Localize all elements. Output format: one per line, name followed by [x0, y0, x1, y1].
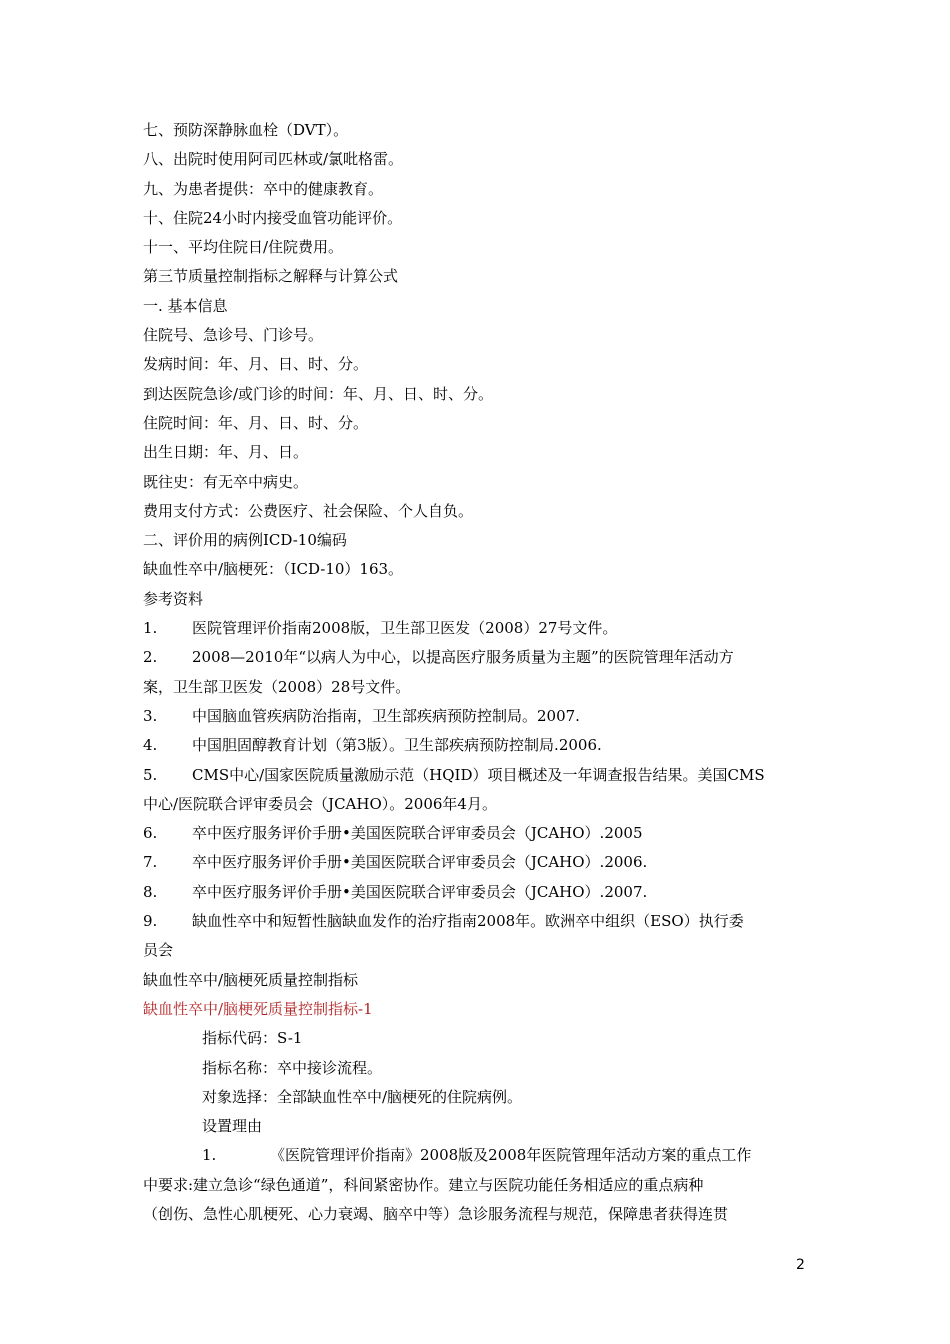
- text-line: 既往史：有无卒中病史。: [143, 472, 309, 491]
- reference-text: 缺血性卒中和短暂性脑缺血发作的治疗指南2008年。欧洲卒中组织（ESO）执行委: [192, 912, 744, 931]
- reason-title: 设置理由: [202, 1117, 263, 1136]
- reference-text: 医院管理评价指南2008版，卫生部卫医发（2008）27号文件。: [192, 619, 618, 638]
- indicator-code: 指标代码：S-1: [202, 1029, 303, 1048]
- text-line: 二、评价用的病例ICD-10编码: [143, 531, 347, 550]
- reference-text: 卒中医疗服务评价手册•美国医院联合评审委员会（JCAHO）.2006.: [192, 853, 648, 872]
- reference-item: [143, 819, 808, 848]
- reason-continuation: 中要求:建立急诊“绿色通道”，科间紧密协作。建立与医院功能任务相适应的重点病种: [143, 1175, 704, 1194]
- section-title: 缺血性卒中/脑梗死质量控制指标: [143, 970, 359, 989]
- reference-item: [143, 702, 808, 731]
- reference-item: [143, 907, 808, 936]
- text-line: 七、预防深静脉血栓（DVT）。: [143, 121, 349, 139]
- reference-text: 卒中医疗服务评价手册•美国医院联合评审委员会（JCAHO）.2005: [192, 824, 643, 843]
- reference-item: [143, 761, 808, 790]
- reference-continuation: 员会: [143, 941, 174, 960]
- reference-item: [143, 643, 808, 672]
- indicator-heading: 缺血性卒中/脑梗死质量控制指标-1: [143, 999, 373, 1018]
- reference-item: [143, 878, 808, 907]
- indicator-name: 指标名称：卒中接诊流程。: [202, 1058, 383, 1077]
- reference-text: 卒中医疗服务评价手册•美国医院联合评审委员会（JCAHO）.2007.: [192, 882, 648, 901]
- text-line: 一. 基本信息: [143, 296, 228, 315]
- text-line: 九、为患者提供：卒中的健康教育。: [143, 179, 384, 198]
- reference-item: [143, 848, 808, 877]
- indicator-target: 对象选择：全部缺血性卒中/脑梗死的住院病例。: [202, 1087, 523, 1106]
- reference-number: 8.: [143, 882, 158, 901]
- text-line: 八、出院时使用阿司匹林或/氯吡格雷。: [143, 150, 404, 169]
- document-body: [143, 116, 808, 1229]
- text-line: 费用支付方式：公费医疗、社会保险、个人自负。: [143, 501, 474, 520]
- text-line: 到达医院急诊/或门诊的时间：年、月、日、时、分。: [143, 384, 494, 403]
- text-line: 出生日期：年、月、日。: [143, 443, 309, 462]
- reference-continuation: 案，卫生部卫医发（2008）28号文件。: [143, 677, 411, 696]
- text-line: 十一、平均住院日/住院费用。: [143, 238, 344, 257]
- reference-number: 6.: [143, 824, 158, 843]
- reason-text: 《医院管理评价指南》2008版及2008年医院管理年活动方案的重点工作: [270, 1146, 752, 1165]
- reference-number: 1.: [143, 619, 158, 638]
- reference-text: 2008—2010年“以病人为中心，以提高医疗服务质量为主题”的医院管理年活动方: [192, 648, 734, 667]
- text-line: 住院时间：年、月、日、时、分。: [143, 413, 369, 432]
- reference-text: 中国脑血管疾病防治指南，卫生部疾病预防控制局。2007.: [192, 706, 580, 725]
- reference-number: 4.: [143, 736, 158, 755]
- text-line: 住院号、急诊号、门诊号。: [143, 326, 324, 345]
- reference-item: [143, 731, 808, 760]
- reference-number: 7.: [143, 853, 158, 872]
- text-line: 发病时间：年、月、日、时、分。: [143, 355, 369, 374]
- reason-number: 1.: [202, 1146, 217, 1165]
- reference-item: [143, 614, 808, 643]
- text-line: 十、住院24小时内接受血管功能评价。: [143, 208, 403, 227]
- references-heading: 参考资料: [143, 589, 204, 608]
- reference-number: 2.: [143, 648, 158, 667]
- reference-text: CMS中心/国家医院质量激励示范（HQID）项目概述及一年调查报告结果。美国CMS: [192, 765, 765, 784]
- reason-continuation: （创伤、急性心肌梗死、心力衰竭、脑卒中等）急诊服务流程与规范，保障患者获得连贯: [143, 1204, 729, 1223]
- reference-number: 9.: [143, 912, 158, 931]
- reason-item: [143, 1141, 808, 1170]
- page-number: 2: [796, 1257, 805, 1273]
- reference-continuation: 中心/医院联合评审委员会（JCAHO）。2006年4月。: [143, 794, 497, 813]
- reference-text: 中国胆固醇教育计划（第3版）。卫生部疾病预防控制局.2006.: [192, 736, 602, 755]
- reference-number: 3.: [143, 706, 158, 725]
- text-line: 缺血性卒中/脑梗死：（ICD-10）163。: [143, 560, 404, 579]
- reference-number: 5.: [143, 765, 158, 784]
- section-heading: 第三节质量控制指标之解释与计算公式: [143, 267, 399, 286]
